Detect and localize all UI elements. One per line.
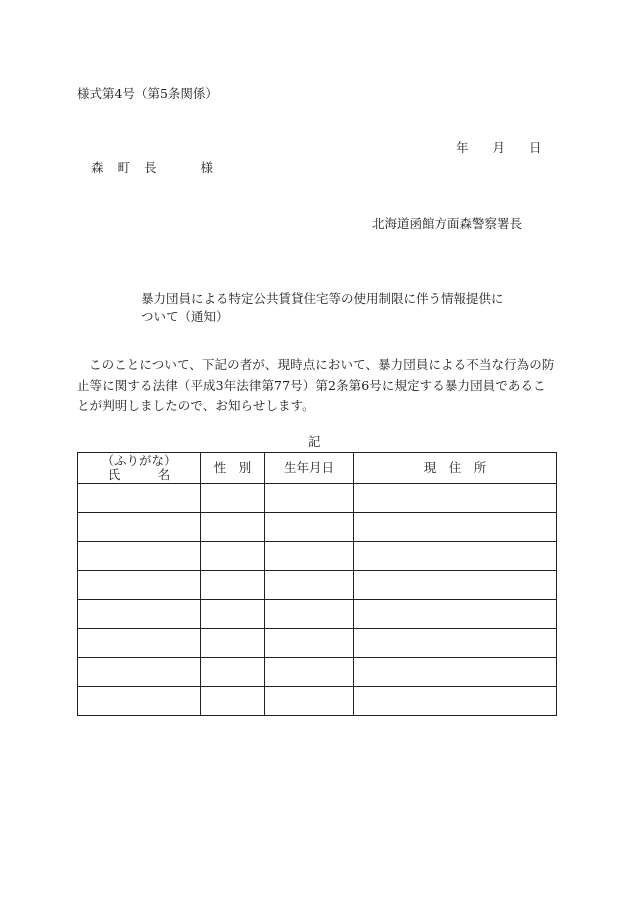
subject-line-2: ついて（通知） xyxy=(141,309,229,324)
cell-address[interactable] xyxy=(354,513,557,542)
table-row xyxy=(78,629,557,658)
table-row xyxy=(78,687,557,716)
subject-line-1: 暴力団員による特定公共賃貸住宅等の使用制限に伴う情報提供に xyxy=(141,291,504,306)
table-row xyxy=(78,484,557,513)
cell-name[interactable] xyxy=(78,513,201,542)
cell-name[interactable] xyxy=(78,658,201,687)
table-row xyxy=(78,513,557,542)
cell-address[interactable] xyxy=(354,658,557,687)
recipient-char-1: 森 xyxy=(91,160,104,175)
cell-address[interactable] xyxy=(354,542,557,571)
table-header-row xyxy=(78,453,557,484)
cell-address[interactable] xyxy=(354,571,557,600)
cell-name[interactable] xyxy=(78,484,201,513)
recipient xyxy=(91,160,213,176)
cell-gender[interactable] xyxy=(201,484,265,513)
cell-address[interactable] xyxy=(354,484,557,513)
date-line xyxy=(456,140,542,156)
cell-gender[interactable] xyxy=(201,513,265,542)
cell-name[interactable] xyxy=(78,687,201,716)
cell-birthdate[interactable] xyxy=(265,600,354,629)
cell-name[interactable] xyxy=(78,629,201,658)
header-birthdate: 生年月日 xyxy=(265,453,354,484)
date-year: 年 xyxy=(456,140,469,155)
cell-address[interactable] xyxy=(354,687,557,716)
cell-birthdate[interactable] xyxy=(265,542,354,571)
header-furigana: （ふりがな） xyxy=(101,453,177,468)
subject xyxy=(141,290,504,326)
cell-birthdate[interactable] xyxy=(265,687,354,716)
record-table xyxy=(77,452,557,716)
sender: 北海道函館方面森警察署長 xyxy=(372,216,523,231)
date-month: 月 xyxy=(492,140,506,155)
cell-birthdate[interactable] xyxy=(265,513,354,542)
table-row xyxy=(78,571,557,600)
cell-gender[interactable] xyxy=(201,687,265,716)
cell-birthdate[interactable] xyxy=(265,658,354,687)
form-number: 様式第4号（第5条関係） xyxy=(77,86,218,101)
table-row xyxy=(78,658,557,687)
cell-birthdate[interactable] xyxy=(265,571,354,600)
cell-birthdate[interactable] xyxy=(265,629,354,658)
cell-gender[interactable] xyxy=(201,571,265,600)
header-gender: 性 別 xyxy=(201,453,265,484)
header-name-label: 氏 名 xyxy=(107,467,171,482)
cell-name[interactable] xyxy=(78,571,201,600)
cell-name[interactable] xyxy=(78,542,201,571)
table-row xyxy=(78,600,557,629)
recipient-char-3: 長 xyxy=(144,160,157,175)
body-text: このことについて、下記の者が、現時点において、暴力団員による不当な行為の防止等に関する法律（平成3年法律第77号）第2条第6号に規定する暴力団員であることが判明しましたので、お知らせします。 xyxy=(77,357,555,413)
recipient-char-2: 町 xyxy=(117,160,131,175)
cell-birthdate[interactable] xyxy=(265,484,354,513)
cell-address[interactable] xyxy=(354,629,557,658)
date-day: 日 xyxy=(529,140,542,155)
cell-gender[interactable] xyxy=(201,658,265,687)
cell-address[interactable] xyxy=(354,600,557,629)
cell-gender[interactable] xyxy=(201,600,265,629)
table-row xyxy=(78,542,557,571)
ki-heading: 記 xyxy=(308,434,321,449)
cell-gender[interactable] xyxy=(201,542,265,571)
table-body xyxy=(78,484,557,716)
recipient-honorific: 様 xyxy=(200,160,214,175)
header-name xyxy=(78,453,201,484)
cell-gender[interactable] xyxy=(201,629,265,658)
header-address: 現 住 所 xyxy=(354,453,557,484)
cell-name[interactable] xyxy=(78,600,201,629)
